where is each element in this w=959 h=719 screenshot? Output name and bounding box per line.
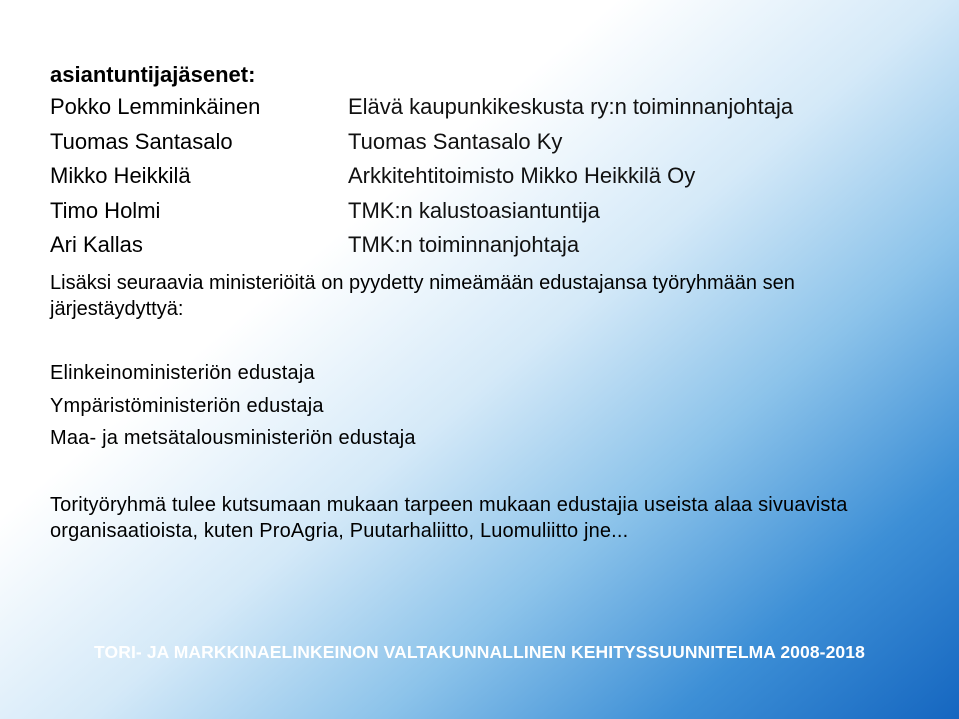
ministry-item: Elinkeinoministeriön edustaja bbox=[50, 362, 315, 384]
member-row bbox=[50, 198, 930, 233]
member-role: TMK:n toiminnanjohtaja bbox=[348, 232, 580, 258]
member-name: Timo Holmi bbox=[50, 197, 161, 223]
footer-title: TORI- JA MARKKINAELINKEINON VALTAKUNNALLINEN KEHITYSSUUNNITELMA 2008-2018 bbox=[94, 642, 865, 662]
note-text: Torityöryhmä tulee kutsumaan mukaan tarpeen mukaan edustajia useista alaa sivuavista organisaatioista, kuten ProAgria, Puutarhaliitto, Luomuliitto jne... bbox=[50, 494, 848, 542]
ministry-item: Maa- ja metsätalousministeriön edustaja bbox=[50, 427, 416, 449]
member-role: Arkkitehtitoimisto Mikko Heikkilä Oy bbox=[348, 163, 696, 189]
member-row bbox=[50, 94, 930, 129]
member-row bbox=[50, 129, 930, 164]
member-role: Tuomas Santasalo Ky bbox=[348, 128, 563, 154]
member-name: Ari Kallas bbox=[50, 232, 143, 258]
member-role: TMK:n kalustoasiantuntija bbox=[348, 197, 600, 223]
member-row bbox=[50, 232, 930, 267]
member-role: Elävä kaupunkikeskusta ry:n toiminnanjohtaja bbox=[348, 94, 794, 119]
member-name: Pokko Lemminkäinen bbox=[50, 94, 261, 119]
member-row bbox=[50, 163, 930, 198]
member-name: Tuomas Santasalo bbox=[50, 128, 233, 154]
ministry-item: Ympäristöministeriön edustaja bbox=[50, 394, 324, 417]
members-list bbox=[50, 94, 930, 267]
intro-text: Lisäksi seuraavia ministeriöitä on pyydetty nimeämään edustajansa työryhmään sen järjestäydyttyä: bbox=[50, 272, 795, 320]
heading: asiantuntijajäsenet: bbox=[50, 62, 256, 87]
member-name: Mikko Heikkilä bbox=[50, 163, 191, 189]
ministries-list bbox=[50, 362, 416, 460]
